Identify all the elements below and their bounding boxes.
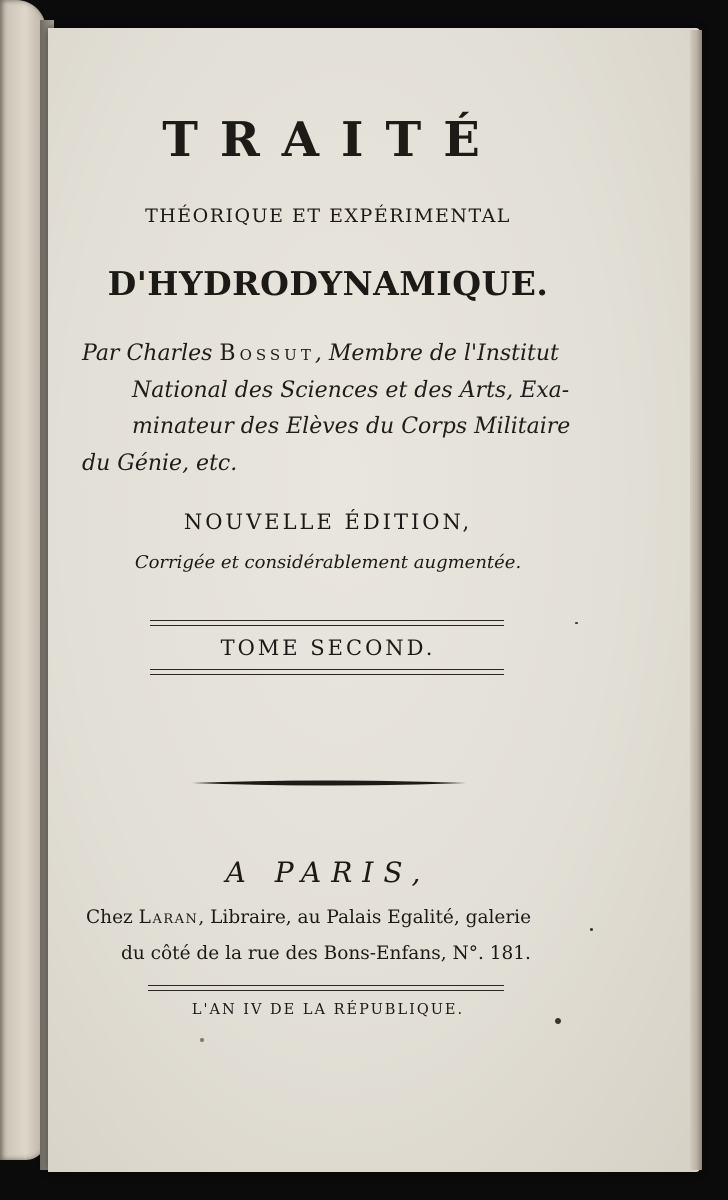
rule-top-2 [150, 625, 504, 626]
imprint-line-1-prefix: Chez [86, 907, 139, 928]
author-statement [82, 336, 602, 482]
foxing-spot [575, 622, 578, 624]
author-line-2: National des Sciences et des Arts, Exa- [132, 377, 570, 403]
author-line-4: du Génie, etc. [82, 450, 238, 476]
imprint-line-1-suffix: , Libraire, au Palais Egalité, galerie [198, 907, 532, 928]
author-name: Bossut [219, 341, 315, 366]
edition-statement: NOUVELLE ÉDITION, [183, 510, 473, 534]
imprint [80, 900, 620, 972]
rule-top-1 [150, 620, 504, 621]
publication-place: A PARIS, [225, 856, 431, 889]
rule-bottom-2 [150, 674, 504, 675]
rule-imprint-1 [148, 985, 504, 986]
rule-imprint-2 [148, 990, 504, 991]
imprint-line-2: du côté de la rue des Bons-Enfans, N°. 181. [121, 943, 531, 964]
publication-date: L'AN IV DE LA RÉPUBLIQUE. [191, 1002, 465, 1018]
author-line-1 [82, 336, 602, 373]
author-line-3: minateur des Elèves du Corps Militaire [132, 414, 571, 439]
book-subject: D'HYDRODYNAMIQUE. [107, 264, 549, 303]
author-line-1-prefix: Par Charles [82, 341, 220, 366]
title-page [48, 28, 700, 1172]
rule-bottom-1 [150, 669, 504, 670]
imprint-line-1 [86, 900, 620, 936]
edition-note: Corrigée et considérablement augmentée. [134, 552, 522, 573]
foxing-spot [590, 928, 593, 931]
foxing-spot [555, 1018, 561, 1024]
right-page-edge [690, 30, 702, 1170]
book-subtitle: THÉORIQUE ET EXPÉRIMENTAL [145, 205, 511, 227]
author-line-1-suffix: , Membre de l'Institut [314, 341, 559, 366]
ornamental-rule [192, 779, 466, 787]
volume-label: TOME SECOND. [220, 636, 436, 660]
publisher-name: Laran [138, 907, 199, 928]
foxing-spot [200, 1038, 204, 1042]
book-title: TRAITÉ [162, 112, 502, 168]
